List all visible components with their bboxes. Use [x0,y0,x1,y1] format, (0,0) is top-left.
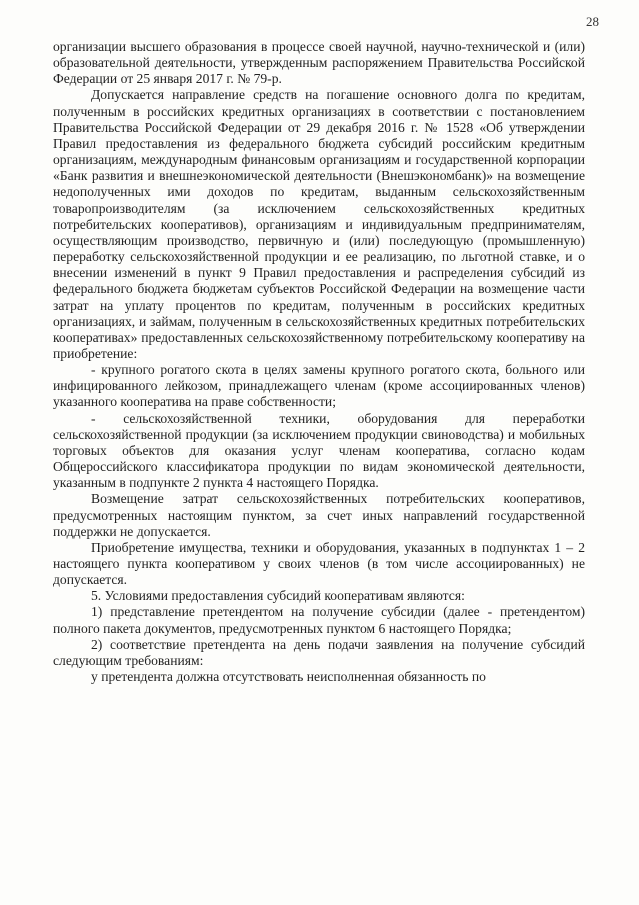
paragraph: Возмещение затрат сельскохозяйственных потребительских кооперативов, предусмотренных настоящим пунктом, за счет иных направлений государственной поддержки не допускается. [53,491,585,539]
paragraph: Допускается направление средств на погашение основного долга по кредитам, полученным в российских кредитных организациях в соответствии с постановлением Правительства Российской Федерации от 29 декабря 2016 г. № 1528 «Об утверждении Правил предоставления из федерального бюджета субсидий российским кредитным организациям, международным финансовым организациям и государственной корпорации «Банк развития и внешнеэкономической деятельности (Внешэкономбанк)» на возмещение недополученных ими доходов по кредитам, выданным сельскохозяйственным товаропроизводителям (за исключением сельскохозяйственных кредитных потребительских кооперативов), организациям и индивидуальным предпринимателям, осуществляющим производство, первичную и (или) последующую (промышленную) переработку сельскохозяйственной продукции и ее реализацию, по льготной ставке, и о внесении изменений в пункт 9 Правил предоставления и распределения субсидий из федерального бюджета бюджетам субъектов Российской Федерации на возмещение части затрат на уплату процентов по кредитам, полученным в российских кредитных организациях, и займам, полученным в сельскохозяйственных кредитных потребительских кооперативах» предоставленных сельскохозяйственному потребительскому кооперативу на приобретение: [53,87,585,361]
document-body [53,39,585,685]
paragraph: 1) представление претендентом на получение субсидии (далее - претендентом) полного пакета документов, предусмотренных пунктом 6 настоящего Порядка; [53,604,585,636]
paragraph: 5. Условиями предоставления субсидий кооперативам являются: [91,588,465,604]
paragraph: - сельскохозяйственной техники, оборудования для переработки сельскохозяйственной продукции (за исключением продукции свиноводства) и мобильных торговых объектов для оказания услуг членам кооператива, согласно кодам Общероссийского классификатора продукции по видам экономической деятельности, указанным в подпункте 2 пункта 4 настоящего Порядка. [53,410,585,491]
paragraph: Приобретение имущества, техники и оборудования, указанных в подпунктах 1 – 2 настоящего пункта кооперативом у своих членов (в том числе ассоциированных) не допускается. [53,539,585,588]
page-number: 28 [586,14,599,29]
paragraph: у претендента должна отсутствовать неисполненная обязанность по [91,669,486,685]
paragraph: организации высшего образования в процессе своей научной, научно-технической и (или) образовательной деятельности, утвержденным распоряжением Правительства Российской Федерации от 25 января 2017 г. № 79-р. [53,39,585,87]
paragraph: - крупного рогатого скота в целях замены крупного рогатого скота, больного или инфицированного лейкозом, принадлежащего членам (кроме ассоциированных членов) указанного кооператива на праве собственности; [53,362,585,410]
paragraph: 2) соответствие претендента на день подачи заявления на получение субсидий следующим требованиям: [53,636,585,668]
